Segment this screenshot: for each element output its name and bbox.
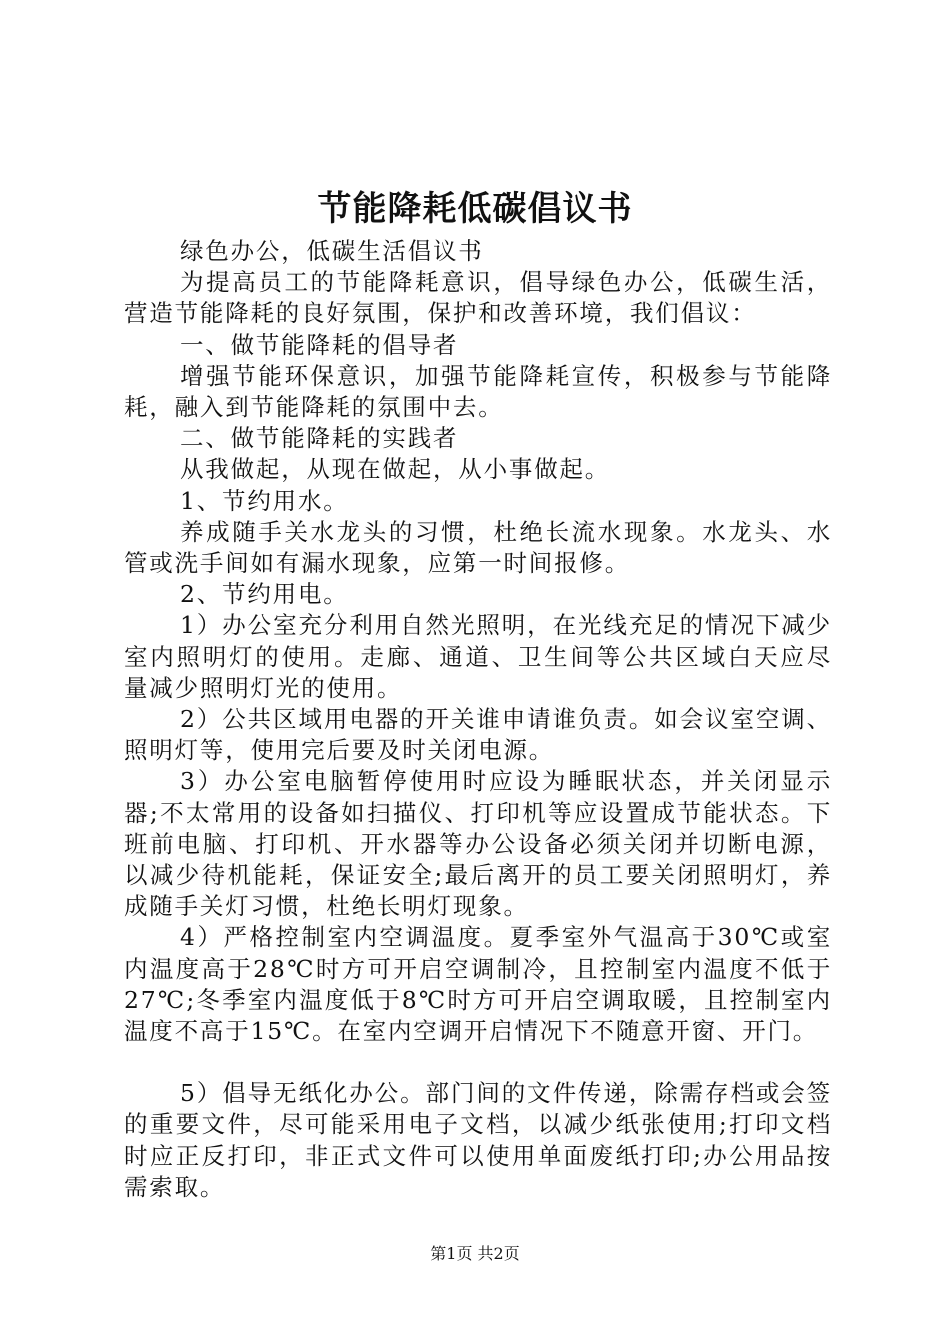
document-body (124, 236, 832, 1203)
item-heading-water: 1、节约用水。 (180, 486, 349, 515)
paragraph-section-1: 增强节能环保意识，加强节能降耗宣传，积极参与节能降耗，融入到节能降耗的氛围中去。 (124, 361, 832, 422)
section-heading-1: 一、做节能降耗的倡导者 (180, 330, 459, 359)
paragraph-section-2: 从我做起，从现在做起，从小事做起。 (180, 455, 611, 484)
blank-line (124, 1047, 832, 1078)
paragraph-electricity-5: 5）倡导无纸化办公。部门间的文件传递，除需存档或会签的重要文件，尽可能采用电子文档，以减少纸张使用;打印文档时应正反打印，非正式文件可以使用单面废纸打印;办公用品按需索取。 (124, 1079, 832, 1201)
page-footer: 第1页 共2页 (430, 1244, 520, 1263)
paragraph-electricity-2: 2）公共区域用电器的开关谁申请谁负责。如会议室空调、照明灯等，使用完后要及时关闭电源。 (124, 705, 832, 765)
paragraph-electricity-3: 3）办公室电脑暂停使用时应设为睡眠状态，并关闭显示器;不太常用的设备如扫描仪、打印机等应设置成节能状态。下班前电脑、打印机、开水器等办公设备必须关闭并切断电源，以减少待机能耗，保证安全;最后离开的员工要关闭照明灯，养成随手关灯习惯，杜绝长明灯现象。 (124, 767, 832, 921)
paragraph-water: 养成随手关水龙头的习惯，杜绝长流水现象。水龙头、水管或洗手间如有漏水现象，应第一时间报修。 (124, 517, 832, 578)
paragraph-electricity-1: 1）办公室充分利用自然光照明，在光线充足的情况下减少室内照明灯的使用。走廊、通道、卫生间等公共区域白天应尽量减少照明灯光的使用。 (124, 611, 832, 702)
item-heading-electricity: 2、节约用电。 (180, 580, 349, 609)
section-heading-2: 二、做节能降耗的实践者 (180, 424, 459, 453)
paragraph-electricity-4: 4）严格控制室内空调温度。夏季室外气温高于30℃或室内温度高于28℃时方可开启空调制冷，且控制室内温度不低于27℃;冬季室内温度低于8℃时方可开启空调取暖，且控制室内温度不高于15℃。在室内空调开启情况下不随意开窗、开门。 (124, 923, 832, 1046)
paragraph-subtitle: 绿色办公，低碳生活倡议书 (180, 237, 484, 265)
paragraph-intro: 为提高员工的节能降耗意识，倡导绿色办公，低碳生活，营造节能降耗的良好氛围，保护和改善环境，我们倡议： (124, 268, 832, 328)
document-title: 节能降耗低碳倡议书 (317, 189, 633, 229)
